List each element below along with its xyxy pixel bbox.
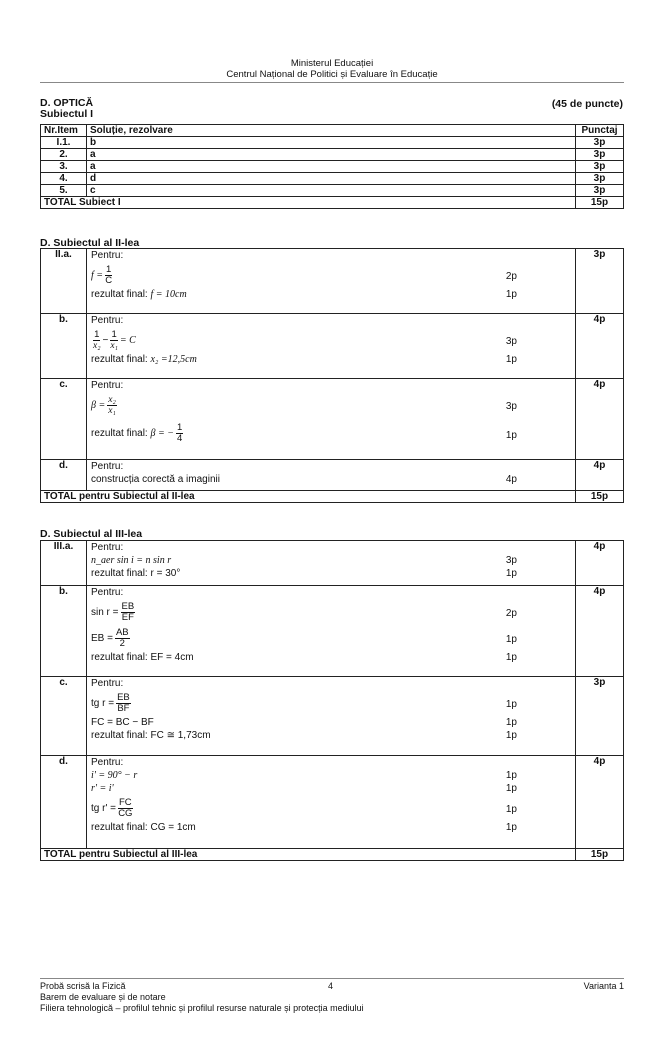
- footer-text: [40, 981, 364, 1014]
- formula-line: [87, 795, 575, 821]
- table-row: [41, 185, 624, 197]
- points: 4p: [576, 379, 624, 460]
- section-points: (45 de puncte): [551, 98, 623, 110]
- formula-rhs: = C: [119, 334, 136, 346]
- answer: b: [87, 137, 576, 149]
- item-number: c.: [41, 379, 87, 460]
- sub-points: 1p: [505, 699, 517, 710]
- item-number: 2.: [41, 149, 87, 161]
- table-row: [41, 249, 624, 314]
- points: 3p: [576, 185, 624, 197]
- result-line: [87, 418, 575, 448]
- table-row: [41, 173, 624, 185]
- numerator: EB: [117, 691, 130, 703]
- denominator: C: [105, 274, 113, 286]
- formula-line: [87, 554, 575, 567]
- sub-points: 1p: [505, 730, 517, 741]
- table-row: [41, 161, 624, 173]
- footer-exam: Probă scrisă la Fizică: [40, 981, 126, 991]
- points: 4p: [576, 314, 624, 379]
- total-row: [41, 849, 624, 861]
- header-ministry: Ministerul Educației: [290, 58, 374, 69]
- fraction: [118, 798, 133, 819]
- formula-line: [87, 625, 575, 651]
- construction-text: construcția corectă a imaginii: [91, 474, 220, 485]
- result-lhs: β = −: [150, 427, 174, 439]
- fraction: [105, 265, 112, 286]
- item-number: II.a.: [41, 249, 87, 314]
- formula-text: FC = BC − BF: [91, 717, 154, 728]
- denominator: 4: [176, 432, 183, 444]
- fraction: [107, 395, 117, 416]
- formula-line: [87, 262, 575, 288]
- result-line: [87, 567, 575, 580]
- formula-line: [87, 782, 575, 795]
- result-text: rezultat final: r = 30°: [91, 568, 181, 579]
- total-label: TOTAL pentru Subiectul al II-lea: [41, 491, 576, 503]
- formula-lhs: tg r' =: [91, 802, 116, 814]
- fraction: [115, 628, 130, 649]
- table-row: [41, 149, 624, 161]
- formula-text: r' = i': [91, 783, 114, 794]
- item-number: b.: [41, 586, 87, 677]
- subject1-heading: Subiectul I: [40, 108, 94, 120]
- total-label: TOTAL pentru Subiectul al III-lea: [41, 849, 576, 861]
- points: 4p: [576, 460, 624, 491]
- formula-lhs: f =: [91, 269, 104, 281]
- solution-cell: [87, 586, 576, 677]
- solution-cell: [87, 249, 576, 314]
- numerator: FC: [118, 796, 132, 808]
- formula-line: [87, 769, 575, 782]
- item-number: 4.: [41, 173, 87, 185]
- pentru-label: Pentru:: [91, 380, 124, 391]
- denominator: x₁: [110, 340, 118, 351]
- header-divider: [40, 82, 624, 83]
- denominator: x₁: [108, 405, 116, 416]
- solution-cell: [87, 314, 576, 379]
- item-number: c.: [41, 677, 87, 756]
- section-title: [40, 98, 93, 120]
- variant-label: Varianta 1: [583, 981, 624, 991]
- table-row: [41, 756, 624, 849]
- item-number: III.a.: [41, 541, 87, 586]
- points: 3p: [576, 249, 624, 314]
- sub-points: 3p: [505, 336, 517, 347]
- numerator: 1: [94, 328, 100, 340]
- page-header: [40, 58, 624, 80]
- col-header-points: Punctaj: [576, 125, 624, 137]
- table-row: [41, 137, 624, 149]
- item-number: d.: [41, 756, 87, 849]
- points: 3p: [576, 161, 624, 173]
- table-row: [41, 314, 624, 379]
- numerator: 1: [111, 328, 117, 340]
- solution-cell: [87, 541, 576, 586]
- pentru-label: Pentru:: [91, 757, 124, 768]
- subject1-table: [40, 124, 624, 209]
- sub-points: 2p: [505, 271, 517, 282]
- sub-points: 1p: [505, 568, 517, 579]
- answer: c: [87, 185, 576, 197]
- fraction: [176, 423, 183, 444]
- points: 3p: [576, 149, 624, 161]
- section-heading: D. OPTICĂ: [40, 97, 94, 109]
- solution-cell: [87, 677, 576, 756]
- formula-line: [87, 690, 575, 716]
- sub-points: 3p: [505, 555, 517, 566]
- result-text: rezultat final: EF = 4cm: [91, 652, 194, 663]
- total-row: [41, 491, 624, 503]
- footer-barem: Barem de evaluare și de notare: [40, 992, 166, 1002]
- formula-line: [87, 599, 575, 625]
- denominator: EF: [121, 611, 134, 623]
- numerator: 1: [176, 421, 183, 433]
- pentru-label: Pentru:: [91, 587, 124, 598]
- sub-points: 1p: [505, 354, 517, 365]
- sub-points: 1p: [505, 634, 517, 645]
- formula-line: [87, 327, 575, 353]
- minus-sign: −: [102, 334, 109, 346]
- formula-text: i' = 90° − r: [91, 770, 138, 781]
- table-row: [41, 379, 624, 460]
- item-number: I.1.: [41, 137, 87, 149]
- pentru-label: Pentru:: [91, 315, 124, 326]
- sub-points: 1p: [505, 822, 517, 833]
- subject2-heading: D. Subiectul al II-lea: [40, 237, 140, 249]
- col-header-item: Nr.Item: [41, 125, 87, 137]
- points: 4p: [576, 756, 624, 849]
- numerator: EB: [121, 600, 135, 612]
- answer: d: [87, 173, 576, 185]
- item-number: d.: [41, 460, 87, 491]
- subject2-table: [40, 248, 624, 503]
- result-line: [87, 288, 575, 301]
- total-points: 15p: [576, 849, 624, 861]
- solution-cell: [87, 756, 576, 849]
- points: 3p: [576, 137, 624, 149]
- sub-points: 1p: [505, 804, 517, 815]
- numerator: x₂: [108, 394, 116, 405]
- result-label: rezultat final:: [91, 354, 148, 365]
- result-value: x₂ =12,5cm: [150, 354, 197, 365]
- sub-points: 4p: [505, 474, 517, 485]
- total-row: [41, 197, 624, 209]
- fraction: [93, 330, 101, 351]
- total-points: 15p: [576, 491, 624, 503]
- footer-profile: Filiera tehnologică – profilul tehnic și profilul resurse naturale și protecția mediului: [40, 1003, 364, 1013]
- solution-cell: [87, 460, 576, 491]
- numerator: AB: [115, 626, 129, 638]
- answer: a: [87, 161, 576, 173]
- table-row: [41, 541, 624, 586]
- answer: a: [87, 149, 576, 161]
- pentru-label: Pentru:: [91, 542, 124, 553]
- sub-points: 1p: [505, 652, 517, 663]
- result-label: rezultat final:: [91, 289, 148, 300]
- sub-points: 1p: [505, 717, 517, 728]
- table-row: [41, 677, 624, 756]
- col-header-solution: Soluție, rezolvare: [87, 125, 576, 137]
- pentru-label: Pentru:: [91, 250, 124, 261]
- item-number: 3.: [41, 161, 87, 173]
- sub-points: 3p: [505, 401, 517, 412]
- formula-lhs: EB =: [91, 632, 113, 644]
- sub-points: 1p: [505, 770, 517, 781]
- footer-divider: [40, 978, 624, 979]
- sub-points: 1p: [505, 430, 517, 441]
- result-line: [87, 353, 575, 366]
- formula-lhs: tg r =: [91, 697, 115, 709]
- total-label: TOTAL Subiect I: [41, 197, 576, 209]
- fraction: [116, 693, 131, 714]
- construction-line: [87, 473, 575, 486]
- result-line: [87, 821, 575, 834]
- fraction: [110, 330, 118, 351]
- pentru-label: Pentru:: [91, 678, 124, 689]
- formula-line: [87, 716, 575, 729]
- points: 3p: [576, 173, 624, 185]
- formula-lhs: sin r =: [91, 606, 119, 618]
- denominator: BF: [117, 702, 130, 714]
- pentru-label: Pentru:: [91, 461, 124, 472]
- denominator: x₂: [93, 340, 101, 351]
- solution-cell: [87, 379, 576, 460]
- item-number: 5.: [41, 185, 87, 197]
- result-line: [87, 729, 575, 742]
- formula-lhs: β =: [91, 399, 106, 411]
- numerator: 1: [106, 263, 112, 275]
- points: 4p: [576, 541, 624, 586]
- denominator: CG: [118, 807, 133, 819]
- page-number: 4: [328, 981, 334, 991]
- total-points: 15p: [576, 197, 624, 209]
- points: 4p: [576, 586, 624, 677]
- sub-points: 1p: [505, 289, 517, 300]
- denominator: 2: [119, 637, 125, 649]
- subject3-heading: D. Subiectul al III-lea: [40, 528, 143, 540]
- result-text: rezultat final: CG = 1cm: [91, 822, 196, 833]
- sub-points: 2p: [505, 608, 517, 619]
- snell-equation: n_aer sin i = n sin r: [91, 555, 172, 566]
- fraction: [121, 602, 136, 623]
- table-row: [41, 586, 624, 677]
- result-value: f = 10cm: [150, 289, 187, 300]
- result-text: rezultat final: FC ≅ 1,73cm: [91, 730, 211, 741]
- item-number: b.: [41, 314, 87, 379]
- formula-line: [87, 392, 575, 418]
- result-label: rezultat final:: [91, 427, 148, 439]
- table-row: [41, 460, 624, 491]
- sub-points: 1p: [505, 783, 517, 794]
- subject3-table: [40, 540, 624, 861]
- result-line: [87, 651, 575, 664]
- points: 3p: [576, 677, 624, 756]
- header-center: Centrul Național de Politici și Evaluare în Educație: [226, 69, 438, 80]
